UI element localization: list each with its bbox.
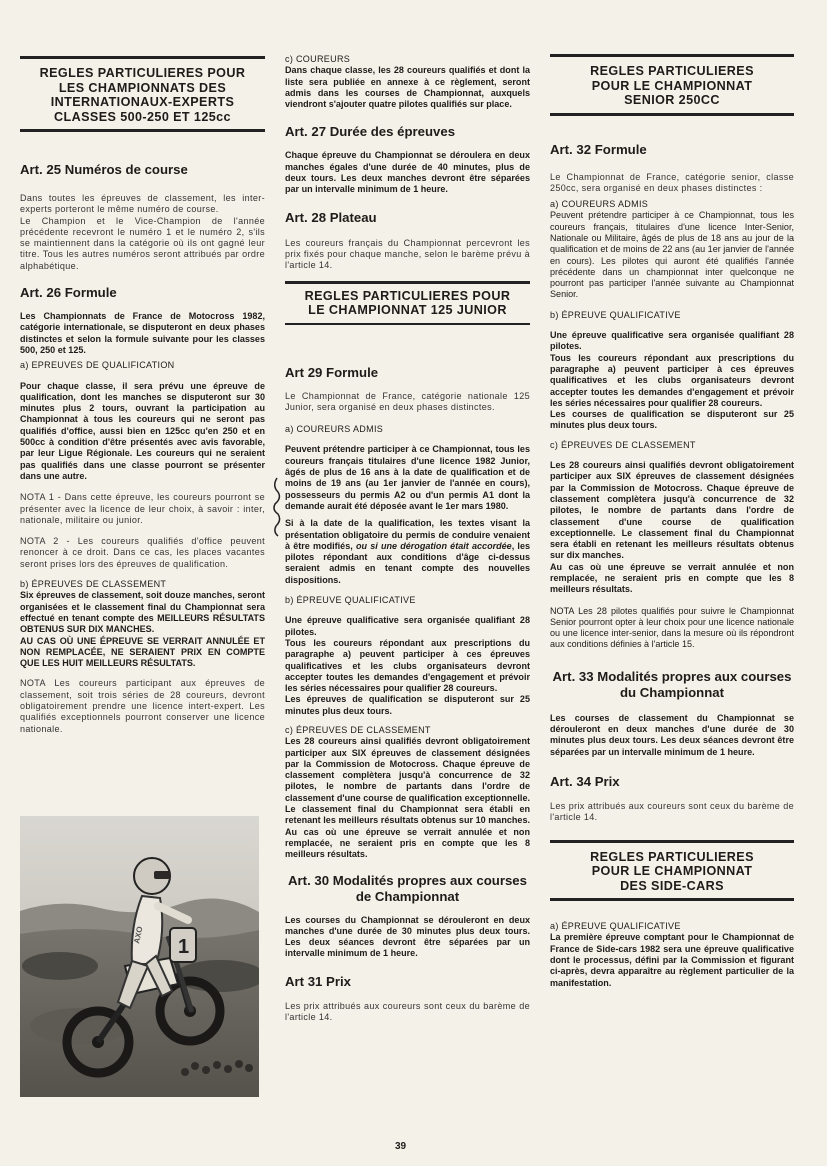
header-line: REGLES PARTICULIERES	[590, 64, 754, 78]
art32-paragraph: Peuvent prétendre participer à ce Championnat, tous les coureurs français, titulaires d'une licence Inter-Senior, Nationale ou Militaire, âgés de plus de 18 ans au jour de la qualification et de moins de 22 ans (au 1er janvier de l'année en cours). Les pilotes qui auront été qualifiés l'année précédente dans un championnat inter quelconque ne pourront pas participer l'année suivante au Championnat Senior.	[550, 210, 794, 300]
sidecars-subheading: a) ÉPREUVE QUALIFICATIVE	[550, 921, 681, 932]
art32-subheading: a) COUREURS ADMIS	[550, 199, 649, 210]
sidecars-paragraph: La première épreuve comptant pour le Championnat de France de Side-cars 1982 sera une épreuve qualificative dont le processus, défini par la Commission et figurant ci-après, devra apparaître au règlement particulier de la manifestation.	[550, 932, 794, 988]
header-line: CLASSES 500-250 ET 125cc	[54, 109, 231, 124]
section-header-internationaux	[20, 59, 265, 129]
header-line: DES SIDE-CARS	[620, 878, 724, 893]
art32-paragraph: Les courses de qualification se disputeront sur 25 minutes plus deux tours.	[550, 409, 794, 431]
art29-paragraph	[285, 518, 530, 586]
header-line: SENIOR 250CC	[624, 93, 720, 107]
header-line: LE CHAMPIONNAT 125 JUNIOR	[308, 303, 507, 318]
art29-paragraph: Les épreuves de qualification se disputeront sur 25 minutes plus deux tours.	[285, 694, 530, 716]
header-line: REGLES PARTICULIERES POUR	[39, 66, 246, 80]
art32-subheading: c) ÉPREUVES DE CLASSEMENT	[550, 439, 696, 450]
column-1	[20, 48, 265, 735]
divider	[285, 323, 530, 325]
art30-paragraph: Les courses du Championnat se dérouleront en deux manches d'une durée de 30 minutes plus deux tours. Les deux séances devront être séparées par un intervalle minimum de 1 heure.	[285, 914, 530, 959]
art34-title: Art. 34 Prix	[550, 773, 620, 789]
column-2	[285, 48, 530, 1023]
art29-title: Art 29 Formule	[285, 364, 379, 380]
art26-paragraph: Pour chaque classe, il sera prévu une épreuve de qualification, dont les manches se disputeront sur 30 minutes plus 2 tours, ouvrant la participation au Championnat à tous les coureurs qui ne seront pas qualifiés d'office, aussi bien en 125cc qu'en 250 et en 500cc à condition d'être présentés avec avis favorable, par leur Ligue Régionale. Les coureurs qui ne seraient pas qualifiés dans une classe pourront se présenter dans une autre.	[20, 380, 265, 481]
art26-subheading: b) ÉPREUVES DE CLASSEMENT	[20, 579, 167, 590]
art25-paragraph: Le Champion et le Vice-Champion de l'année précédente recevront le numéro 1 et le numéro 2, s'ils se maintiennent dans la catégorie où ils ont gagné leur titre. Tous les autres numéros seront attribués par ordre alphabétique.	[20, 215, 265, 271]
art32-paragraph: Au cas où une épreuve se verrait annulée et non remplacée, ne seraient pris en compte que les 8 meilleurs résultats.	[550, 561, 794, 595]
art27-title: Art. 27 Durée des épreuves	[285, 124, 456, 140]
header-line: REGLES PARTICULIERES POUR	[304, 288, 511, 303]
art26-title: Art. 26 Formule	[20, 285, 117, 301]
art26-nota: NOTA 2 - Les coureurs qualifiés d'office peuvent renoncer à ce droit. Dans ce cas, les places vacantes seront prises lors des épreuves de qualification.	[20, 536, 265, 569]
art30-title: Art. 30 Modalités propres aux courses de Championnat	[288, 872, 527, 904]
art25-paragraph: Dans toutes les épreuves de classement, les inter-experts porteront le même numéro de course.	[20, 193, 265, 215]
coureurs-paragraph: Dans chaque classe, les 28 coureurs qualifiés et dont la liste sera publiée en annexe à ce règlement, seront admis dans les courses de Championnat, auxquels viendront s'ajouter quatre pilotes qualifiés sur place.	[285, 65, 530, 110]
art29-italic: ou si une dérogation était accordée	[355, 540, 512, 551]
art28-paragraph: Les coureurs français du Championnat percevront les prix fixés pour chaque manche, selon le barème prévu à l'article 14.	[285, 237, 530, 271]
art31-title: Art 31 Prix	[285, 973, 351, 989]
handwritten-margin-note	[270, 476, 284, 538]
art26-paragraph: AU CAS OÙ UNE ÉPREUVE SE VERRAIT ANNULÉE ET NON REMPLACÉE, NE SERAIENT PRIX EN COMPTE QUE LES HUIT MEILLEURS RÉSULTATS.	[20, 635, 265, 669]
art29-subheading: a) COUREURS ADMIS	[285, 424, 384, 435]
header-line: POUR LE CHAMPIONNAT	[591, 78, 753, 93]
art32-paragraph: Le Championnat de France, catégorie senior, classe 250cc, sera organisé en deux phases distinctes :	[550, 171, 794, 193]
art26-subheading: a) EPREUVES DE QUALIFICATION	[20, 360, 175, 371]
art32-nota: NOTA Les 28 pilotes qualifiés pour suivre le Championnat Senior pourront opter à leur choix pour une licence nationale ou une licence inter-senior, dans la mesure où ils répondront aux conditions définies à l'article 15.	[550, 605, 794, 650]
art29-paragraph: Tous les coureurs répondant aux prescriptions du paragraphe a) peuvent participer à ces épreuves qualificatives et les clubs organisateurs devront accepter toutes les demandes d'engagement et prévoir les séries nécessaires pour qualifier 28 coureurs.	[285, 637, 530, 694]
header-line: LES CHAMPIONNATS DES	[58, 80, 227, 95]
page-number: 39	[395, 1141, 407, 1152]
art29-subheading: c) ÉPREUVES DE CLASSEMENT	[285, 724, 431, 735]
art32-paragraph: Une épreuve qualificative sera organisée qualifiant 28 pilotes.	[550, 330, 794, 352]
divider	[550, 898, 794, 901]
header-line: INTERNATIONAUX-EXPERTS	[50, 95, 235, 109]
art25-title: Art. 25 Numéros de course	[20, 162, 188, 177]
art32-title: Art. 32 Formule	[550, 141, 647, 157]
coureurs-subheading: c) COUREURS	[285, 54, 351, 64]
art29-paragraph: Peuvent prétendre participer à ce Championnat, tous les coureurs français titulaires d'une licence 1982 Junior, âgés de plus de 16 ans à la date de qualification et de moins de 19 ans (au 1er janvier de l'année en cours), possesseurs du permis A2 ou d'un permis A1 dont la demande aurait été déposée avant le 1er mars 1980.	[285, 444, 530, 511]
section-header-senior	[550, 57, 794, 113]
art27-paragraph: Chaque épreuve du Championnat se déroulera en deux manches égales d'une durée de 40 minutes, plus de deux tours. Les deux manches devront être séparées par un intervalle minimum de 1 heure.	[285, 150, 530, 195]
art29-text: , les pilotes répondant aux conditions d'âge ci-dessus seraient admis en tenant compte des nouvelles dispositions.	[285, 540, 531, 585]
art31-paragraph: Les prix attribués aux coureurs sont ceux du barème de l'article 14.	[285, 1000, 530, 1023]
art33-title: Art. 33 Modalités propres aux courses du Championnat	[552, 668, 792, 700]
art26-paragraph: Les Championnats de France de Motocross 1982, catégorie internationale, se disputeront en deux phases distinctes et selon la formule suivante pour les classes 500, 250 et 125.	[20, 311, 265, 355]
art32-subheading: b) ÉPREUVE QUALIFICATIVE	[550, 309, 681, 320]
art29-text: Si à la date de la qualification, les textes visant la présentation obligatoire du permis de conduire venaient à être modifiés,	[285, 518, 530, 551]
art29-paragraph: Une épreuve qualificative sera organisée qualifiant 28 pilotes.	[285, 615, 530, 637]
column-3	[550, 48, 794, 989]
art26-paragraph: Six épreuves de classement, soit douze manches, seront organisées et le classement final du Championnat sera effectué en tenant compte des MEILLEURS RÉSULTATS OBTENUS SUR DIX MANCHES.	[20, 590, 265, 635]
art29-subheading: b) ÉPREUVE QUALIFICATIVE	[285, 595, 416, 606]
section-header-junior	[285, 284, 530, 323]
header-line: REGLES PARTICULIERES	[590, 849, 754, 864]
art33-paragraph: Les courses de classement du Championnat se dérouleront en deux manches d'une durée de 30 minutes plus deux tours. Les deux séances devront être séparées par un intervalle minimum de 1 heure.	[550, 712, 794, 757]
section-header-sidecars	[550, 843, 794, 899]
race-number: 1	[178, 936, 190, 958]
art26-nota: NOTA Les coureurs participant aux épreuves de classement, soit trois séries de 28 coureurs, devront obligatoirement prendre une licence intert-expert. Les qualifiés exceptionnels pourront conserver une licence nationale.	[20, 678, 265, 734]
divider	[550, 113, 794, 116]
divider	[20, 129, 265, 132]
art34-paragraph: Les prix attribués aux coureurs sont ceux du barème de l'article 14.	[550, 800, 794, 823]
motocross-photo	[20, 816, 259, 1097]
art26-nota: NOTA 1 - Dans cette épreuve, les coureurs pourront se présenter avec la licence de leur choix, à savoir : inter, nationale, militaire ou junior.	[20, 492, 265, 525]
art32-paragraph: Tous les coureurs répondant aux prescriptions du paragraphe a) peuvent participer à ces épreuves qualificatives et les clubs organisateurs devront accepter toutes les demandes d'engagement et prévoir les séries nécessaires pour qualifier 28 coureurs.	[550, 352, 794, 408]
motocross-rider-image	[20, 816, 259, 1097]
header-line: POUR LE CHAMPIONNAT	[591, 864, 753, 879]
jersey-brand: AXO	[132, 925, 145, 945]
art29-paragraph: Les 28 coureurs ainsi qualifiés devront obligatoirement participer aux SIX épreuves de classement désignées par la Commission de Motocross. Chaque épreuve de classement complètera jusqu'à concurrence de 32 pilotes, le nombre de partants dans l'ordre de classement d'une course de qualification exceptionnelle. Le classement final du Championnat sera établi en retenant les meilleurs résultats obtenus sur 10 manches. Au cas où une épreuve se verrait annulée et non remplacée, ne seraient pris en compte que les 8 meilleurs résultats.	[285, 736, 530, 860]
art28-title: Art. 28 Plateau	[285, 209, 377, 225]
art32-paragraph: Les 28 coureurs ainsi qualifiés devront obligatoirement participer aux SIX épreuves de classement désignées par la Commission de Motocross. Chaque épreuve de classement complètera jusqu'à concurrence de 32 pilotes, le nombre de partants dans l'ordre de classement d'une course de qualification exceptionnelle. Le classement final du Championnat sera établi en retenant les meilleurs résultats obtenus sur dix manches.	[550, 460, 794, 561]
art29-paragraph: Le Championnat de France, catégorie nationale 125 Junior, sera organisé en deux phases distinctes.	[285, 390, 530, 412]
